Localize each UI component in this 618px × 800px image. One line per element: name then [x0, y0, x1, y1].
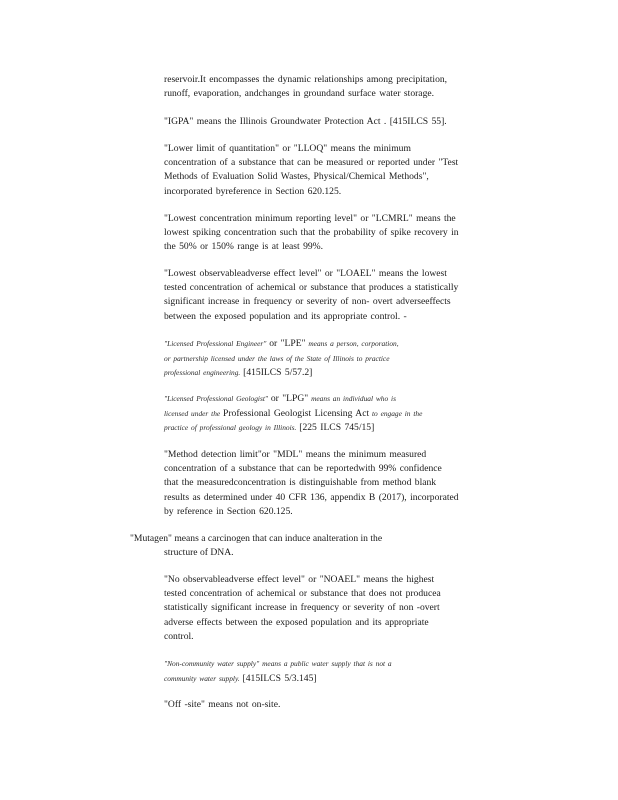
text-fragment: professional engineering.	[164, 368, 244, 378]
text-fragment: or "LPG"	[270, 393, 309, 404]
text-fragment: [225 ILCS 745/15]	[299, 422, 375, 434]
mutagen-definition	[130, 532, 520, 560]
text-fragment: Professional Geologist Licensing Act	[223, 407, 370, 419]
text-line	[164, 352, 520, 367]
text-fragment: [415ILCS 5/3.145]	[242, 672, 317, 684]
text-line: structure of DNA.	[164, 547, 234, 559]
text-fragment: or partnership licensed under the laws of the State of Illinois to practice	[164, 353, 390, 363]
text-line: Methods of Evaluation Solid Wastes, Physical/Chemical Methods",	[164, 171, 429, 183]
text-line: "Method detection limit"or "MDL" means the minimum measured	[164, 449, 427, 460]
text-line: the 50% or 150% range is at least 99%.	[164, 241, 324, 253]
text-line: "Lowest concentration minimum reporting level" or "LCMRL" means the	[164, 213, 456, 224]
text-fragment: means a person, corporation,	[305, 339, 399, 348]
text-line: between the exposed population and its appropriate control. -	[164, 310, 407, 322]
text-fragment: means an individual who is	[308, 394, 396, 403]
noael-definition	[164, 573, 520, 644]
text-fragment: to engage in the	[369, 408, 423, 418]
text-line: results as determined under 40 CFR 136, appendix B (2017), incorporated	[164, 491, 459, 503]
text-line: tested concentration of achemical or substance that produces a statistically	[164, 282, 459, 294]
text-fragment: "Non-community water supply" means a public water supply that is not a	[164, 659, 392, 668]
igpa-definition	[164, 115, 520, 129]
text-line	[164, 392, 520, 407]
lpg-definition	[164, 392, 520, 436]
lloq-definition	[164, 142, 520, 199]
text-line: "Off -site" means not on-site.	[164, 699, 281, 710]
text-line: "Lowest observableadverse effect level" or "LOAEL" means the lowest	[164, 268, 447, 279]
text-line	[164, 337, 520, 352]
text-fragment: community water supply.	[164, 673, 243, 683]
text-line: adverse effects between the exposed population and its appropriate	[164, 616, 429, 628]
text-fragment: licensed under the	[164, 408, 224, 418]
text-line: concentration of a substance that can be reportedwith 99% confidence	[164, 463, 442, 475]
text-fragment: "Licensed Professional Geologist"	[164, 394, 271, 403]
text-line: tested concentration of achemical or substance that does not producea	[164, 588, 441, 600]
text-line: runoff, evaporation, andchanges in groundand surface water storage.	[164, 88, 435, 100]
text-line: "IGPA" means the Illinois Groundwater Protection Act . [415ILCS 55].	[164, 116, 447, 127]
text-line: control.	[164, 630, 194, 642]
text-line	[164, 421, 520, 436]
off-site-definition	[164, 698, 520, 712]
loael-definition	[164, 267, 520, 324]
lcmrl-definition	[164, 212, 520, 255]
text-line: significant increase in frequency or severity of non- overt adverseeffects	[164, 296, 451, 308]
text-line: reservoir.It encompasses the dynamic relationships among precipitation,	[164, 74, 448, 85]
text-fragment: [415ILCS 5/57.2]	[243, 367, 313, 379]
text-line: by reference in Section 620.125.	[164, 505, 293, 517]
non-community-water-supply-definition	[164, 657, 520, 686]
text-line: concentration of a substance that can be measured or reported under "Test	[164, 157, 459, 169]
text-line	[164, 657, 520, 672]
text-fragment: "Licensed Professional Engineer"	[164, 339, 270, 348]
text-fragment: or "LPE"	[269, 338, 306, 349]
mdl-definition	[164, 448, 520, 519]
text-line: "Mutagen" means a carcinogen that can induce analteration in the	[130, 533, 383, 544]
reservoir-paragraph	[164, 73, 520, 101]
text-line: "No observableadverse effect level" or "NOAEL" means the highest	[164, 574, 435, 585]
text-line	[164, 407, 520, 422]
text-line: "Lower limit of quantitation" or "LLOQ" means the minimum	[164, 143, 411, 154]
text-line: lowest spiking concentration such that the probability of spike recovery in	[164, 227, 459, 239]
text-line: incorporated byreference in Section 620.125.	[164, 185, 342, 197]
text-line	[164, 672, 520, 687]
text-line	[164, 366, 520, 381]
text-line: statistically significant increase in frequency or severity of non -overt	[164, 602, 440, 614]
lpe-definition	[164, 337, 520, 381]
text-line: that the measuredconcentration is distinguishable from method blank	[164, 477, 437, 489]
text-fragment: practice of professional geology in Illinois.	[164, 423, 300, 433]
